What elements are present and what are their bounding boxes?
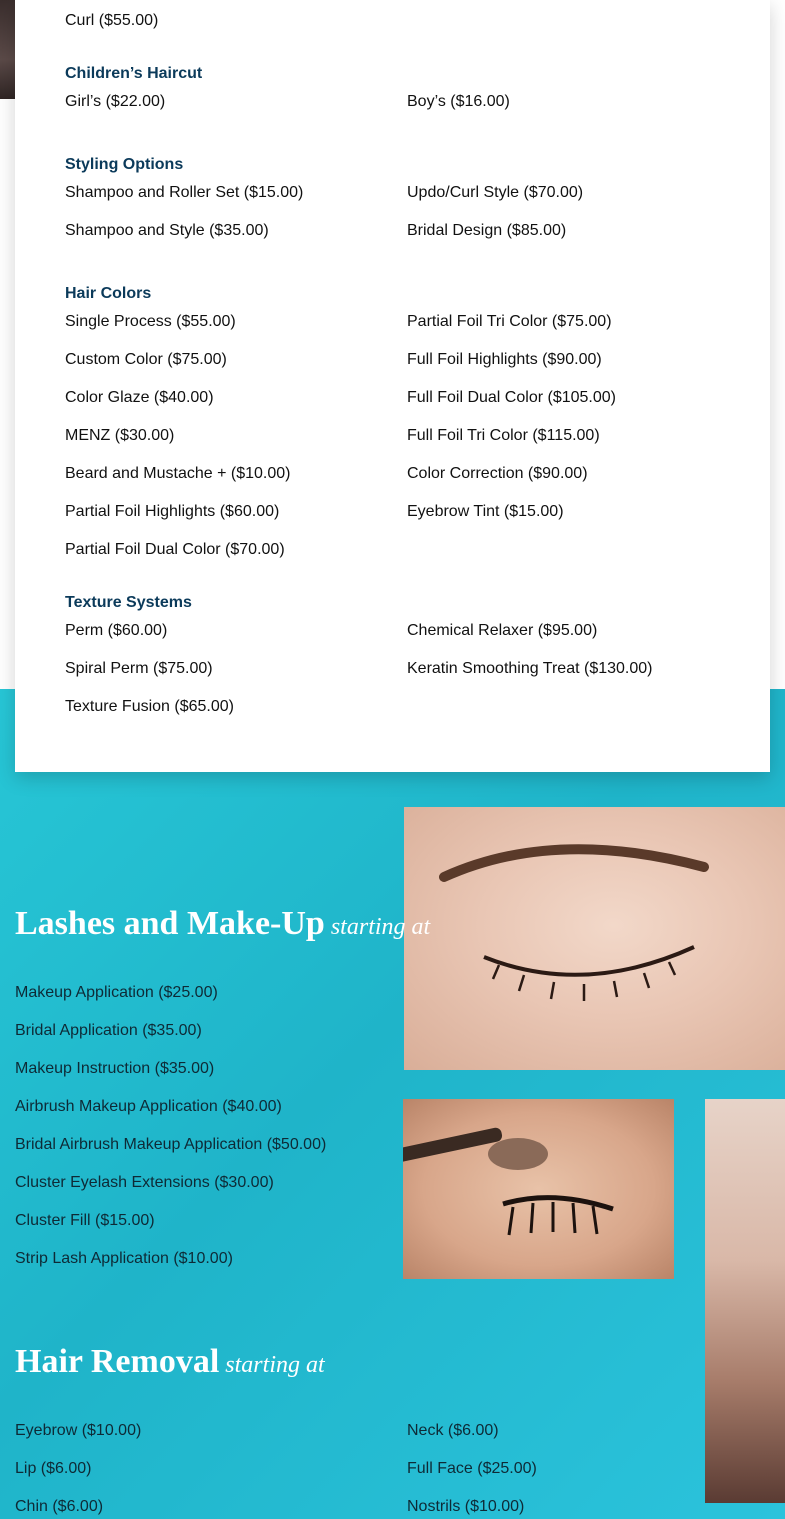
service-item: Full Foil Highlights ($90.00) (407, 351, 602, 368)
service-item: MENZ ($30.00) (65, 427, 175, 444)
service-item: Texture Fusion ($65.00) (65, 698, 234, 715)
service-item: Full Foil Dual Color ($105.00) (407, 389, 616, 406)
service-item: Neck ($6.00) (407, 1422, 499, 1439)
service-item: Partial Foil Tri Color ($75.00) (407, 313, 612, 330)
hair-services-card (15, 0, 770, 772)
service-item: Updo/Curl Style ($70.00) (407, 184, 584, 201)
lashes-makeup-title (15, 904, 430, 947)
service-item: Eyebrow Tint ($15.00) (407, 503, 564, 520)
service-item: Airbrush Makeup Application ($40.00) (15, 1098, 282, 1115)
hair-removal-title-text: Hair Removal (15, 1343, 220, 1380)
service-item: Cluster Fill ($15.00) (15, 1212, 155, 1229)
service-item: Chemical Relaxer ($95.00) (407, 622, 598, 639)
styling-options-heading: Styling Options (65, 156, 184, 173)
service-item: Full Face ($25.00) (407, 1460, 537, 1477)
service-item: Girl’s ($22.00) (65, 93, 166, 110)
closed-eye-photo (404, 807, 785, 1070)
service-item: Bridal Airbrush Makeup Application ($50.00) (15, 1136, 327, 1153)
service-item: Bridal Design ($85.00) (407, 222, 567, 239)
service-item: Makeup Application ($25.00) (15, 984, 218, 1001)
service-item: Full Foil Tri Color ($115.00) (407, 427, 600, 444)
service-item: Cluster Eyelash Extensions ($30.00) (15, 1174, 274, 1191)
service-item: Nostrils ($10.00) (407, 1498, 525, 1515)
hair-removal-title (15, 1342, 325, 1385)
service-item: Spiral Perm ($75.00) (65, 660, 213, 677)
curl-price: Curl ($55.00) (65, 12, 159, 29)
service-item: Shampoo and Roller Set ($15.00) (65, 184, 304, 201)
service-item: Color Correction ($90.00) (407, 465, 588, 482)
service-item: Lip ($6.00) (15, 1460, 92, 1477)
service-item: Single Process ($55.00) (65, 313, 236, 330)
service-item: Strip Lash Application ($10.00) (15, 1250, 233, 1267)
service-item: Custom Color ($75.00) (65, 351, 227, 368)
service-item: Makeup Instruction ($35.00) (15, 1060, 215, 1077)
hair-photo-edge (0, 0, 15, 99)
lashes-starting-at: starting at (330, 914, 431, 940)
hair-removal-starting-at: starting at (225, 1352, 325, 1378)
service-item: Eyebrow ($10.00) (15, 1422, 142, 1439)
service-item: Partial Foil Dual Color ($70.00) (65, 541, 285, 558)
service-item: Boy’s ($16.00) (407, 93, 510, 110)
service-item: Perm ($60.00) (65, 622, 168, 639)
makeup-brush-photo (403, 1099, 674, 1279)
service-item: Partial Foil Highlights ($60.00) (65, 503, 280, 520)
bride-hairstyle-photo (705, 1099, 785, 1503)
service-item: Bridal Application ($35.00) (15, 1022, 202, 1039)
children-haircut-heading: Children’s Haircut (65, 65, 203, 82)
service-item: Color Glaze ($40.00) (65, 389, 214, 406)
service-item: Chin ($6.00) (15, 1498, 104, 1515)
service-item: Keratin Smoothing Treat ($130.00) (407, 660, 653, 677)
lashes-makeup-title-text: Lashes and Make-Up (15, 905, 325, 942)
hair-colors-heading: Hair Colors (65, 285, 152, 302)
service-item: Shampoo and Style ($35.00) (65, 222, 269, 239)
texture-systems-heading: Texture Systems (65, 594, 192, 611)
service-item: Beard and Mustache + ($10.00) (65, 465, 291, 482)
